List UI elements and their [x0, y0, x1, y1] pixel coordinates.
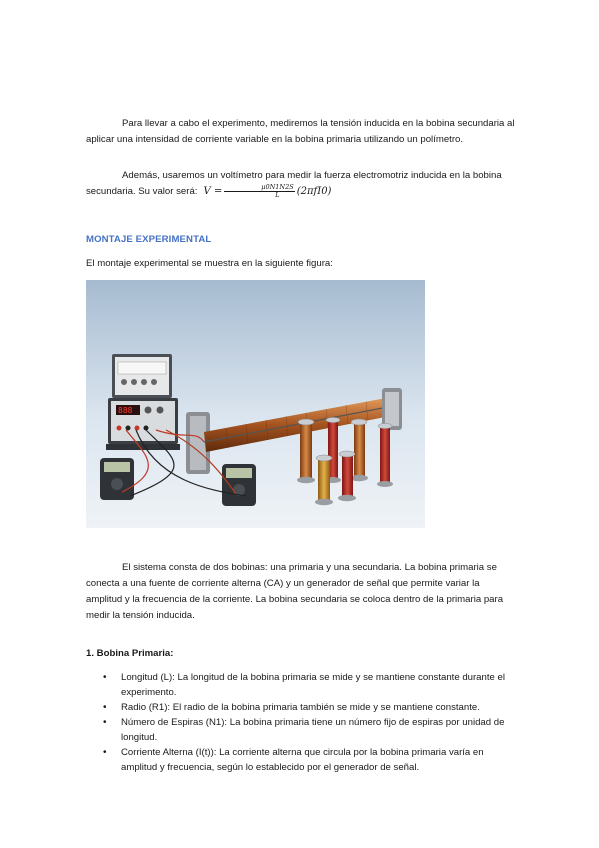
- svg-text:888: 888: [118, 406, 133, 415]
- formula-numerator: μ0N1N2S: [224, 184, 294, 192]
- bullet-icon: •: [103, 672, 107, 683]
- list-item: [86, 670, 516, 700]
- formula-lhs: V =: [203, 186, 223, 197]
- section-heading: MONTAJE EXPERIMENTAL: [86, 234, 212, 245]
- primary-coil-title: 1. Bobina Primaria:: [86, 648, 174, 659]
- formula-fraction: [224, 184, 294, 199]
- list-item-text: Corriente Alterna (I(t)): La corriente alterna que circula por la bobina primaria varía en amplitud y frecuencia, según lo establecido por el generador de señal.: [121, 747, 484, 773]
- primary-coil-list: [86, 670, 516, 775]
- bullet-icon: •: [103, 747, 107, 758]
- list-item-text: Radio (R1): El radio de la bobina primaria también se mide y se mantiene constante.: [121, 702, 480, 713]
- list-item-text: Longitud (L): La longitud de la bobina primaria se mide y se mantiene constante durante el experimento.: [121, 672, 505, 698]
- list-item: [86, 700, 516, 715]
- list-item-text: Número de Espiras (N1): La bobina primaria tiene un número fijo de espiras por unidad de longitud.: [121, 717, 505, 743]
- bullet-icon: •: [103, 702, 107, 713]
- paragraph-intro-2-text: Además, usaremos un voltímetro para medir la fuerza electromotriz inducida en la bobina secundaria. Su valor será:: [86, 170, 502, 197]
- paragraph-intro-2: [86, 168, 516, 200]
- paragraph-intro-1: Para llevar a cabo el experimento, mediremos la tensión inducida en la bobina secundaria al aplicar una intensidad de corriente variable en la bobina primaria utilizando un polímetro.: [86, 118, 515, 145]
- list-item: [86, 745, 516, 775]
- list-item: [86, 715, 516, 745]
- formula-rhs: (2πfI0): [296, 186, 332, 197]
- bullet-icon: •: [103, 717, 107, 728]
- emf-formula: [203, 183, 332, 199]
- section-intro: El montaje experimental se muestra en la siguiente figura:: [86, 258, 333, 269]
- formula-denominator: L: [275, 191, 280, 199]
- setup-description: El sistema consta de dos bobinas: una primaria y una secundaria. La bobina primaria se conecta a una fuente de corriente alterna (CA) y un generador de señal que permite variar la amplitud y la frecuencia de la corriente. La bobina secundaria se coloca dentro de la primaria para medir la tensión inducida.: [86, 562, 504, 621]
- experimental-setup-photo: [86, 280, 425, 528]
